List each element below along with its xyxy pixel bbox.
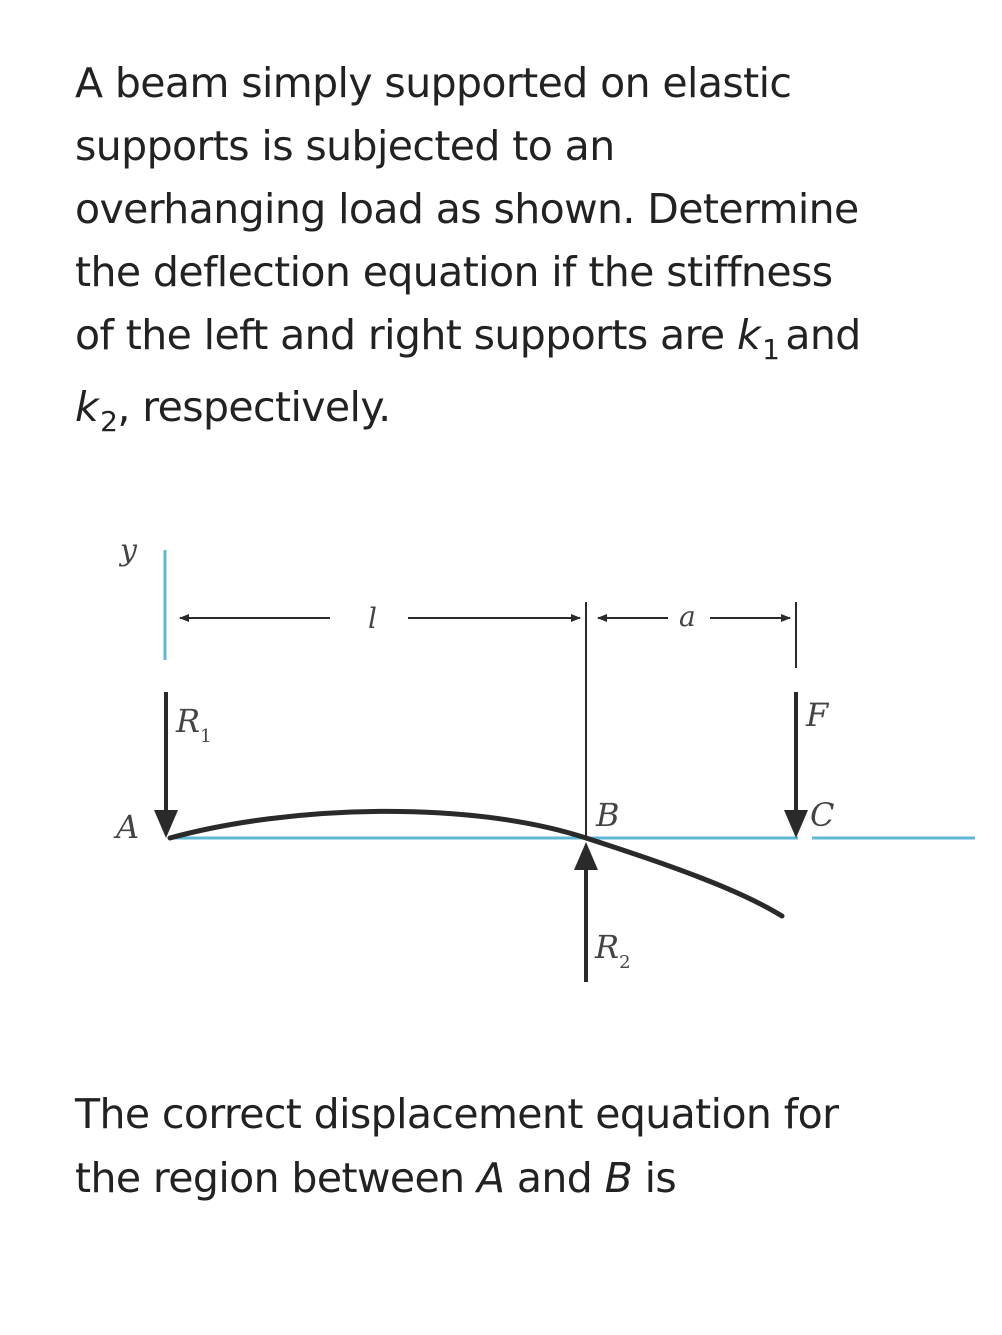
length-l-label: l	[368, 602, 377, 635]
point-a-label: A	[116, 808, 140, 846]
answer-line-2-text2: and	[504, 1154, 605, 1202]
reaction-r2-arrowhead	[574, 842, 598, 870]
length-a-label: a	[679, 600, 696, 633]
question-line-6	[75, 367, 955, 447]
point-b-label: B	[596, 796, 620, 834]
question-line-5-text: of the left and right supports are	[75, 311, 737, 359]
k1-subscript: 1	[762, 333, 780, 366]
question-line-5	[75, 304, 955, 367]
question-line-1: A beam simply supported on elastic	[75, 59, 792, 107]
reaction-r1-arrowhead	[154, 810, 178, 838]
stiffness-k1	[737, 311, 785, 366]
point-c-label: C	[810, 796, 835, 834]
deflected-beam-curve	[170, 811, 782, 916]
answer-line-1: The correct displacement equation for	[75, 1090, 839, 1138]
load-f-arrowhead	[784, 810, 808, 838]
question-line-3: overhanging load as shown. Determine	[75, 185, 859, 233]
question-line-5-end: and	[785, 311, 861, 359]
beam-diagram	[0, 520, 1002, 1000]
reaction-r1-label: $R_1$	[176, 702, 212, 747]
k1-symbol: k	[737, 311, 761, 359]
k2-subscript: 2	[100, 405, 118, 438]
answer-line-2-text3: is	[632, 1154, 677, 1202]
question-line-4: the deflection equation if the stiffness	[75, 248, 833, 296]
k2-symbol: k	[75, 383, 99, 431]
answer-line-2	[75, 1146, 955, 1210]
answer-prompt-text	[75, 1082, 955, 1210]
point-a-ref: A	[476, 1154, 505, 1202]
question-line-6-text: , respectively.	[117, 383, 391, 431]
point-b-ref: B	[604, 1154, 633, 1202]
answer-line-2-text1: the region between	[75, 1154, 477, 1202]
question-line-2: supports is subjected to an	[75, 122, 615, 170]
load-f-label: F	[806, 696, 829, 734]
reaction-r2-label: $R_2$	[595, 928, 631, 973]
y-axis-label: y	[120, 533, 137, 568]
question-text	[75, 52, 955, 447]
